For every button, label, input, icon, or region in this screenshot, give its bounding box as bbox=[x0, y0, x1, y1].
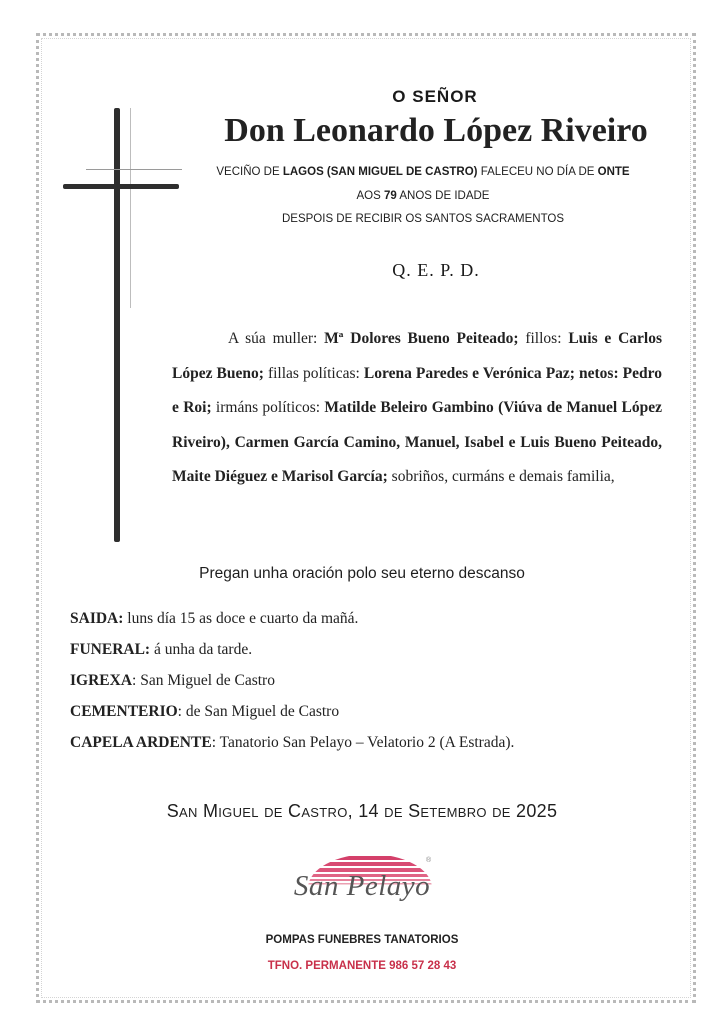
family-text: sobriños, curmáns e demais familia, bbox=[387, 468, 615, 485]
family-text: fillas políticas: bbox=[263, 364, 364, 382]
deceased-name: Don Leonardo López Riveiro bbox=[224, 112, 648, 149]
detail-row-funeral bbox=[70, 637, 670, 668]
death-day: ONTE bbox=[597, 166, 630, 178]
family-text: irmáns políticos: bbox=[211, 399, 325, 416]
phone-number: TFNO. PERMANENTE 986 57 28 43 bbox=[267, 960, 457, 972]
qepd: Q. E. P. D. bbox=[392, 260, 480, 280]
residence-line bbox=[0, 166, 724, 178]
title-prefix: O SEÑOR bbox=[392, 87, 478, 106]
sacraments-line: DESPOIS DE RECIBIR OS SANTOS SACRAMENTOS bbox=[281, 213, 565, 225]
family-name: Mª Dolores Bueno Peiteado; bbox=[324, 330, 519, 347]
death-text: FALECEU NO DÍA DE bbox=[477, 166, 598, 178]
family-name: Matilde Beleiro Gambino (Viúva de Manuel López Riveiro), Carmen García Camino, Manuel, Isabel e Luis Bueno Peiteado, Maite Diéguez e Marisol García; bbox=[172, 399, 662, 485]
detail-value: : de San Miguel de Castro bbox=[177, 703, 340, 720]
detail-value: : Tanatorio San Pelayo – Velatorio 2 (A Estrada). bbox=[211, 734, 515, 751]
age-text-b: ANOS DE IDADE bbox=[396, 190, 490, 202]
detail-label: FUNERAL: bbox=[70, 641, 151, 658]
age-line bbox=[0, 190, 724, 202]
residence-place: LAGOS (SAN MIGUEL DE CASTRO) bbox=[282, 166, 478, 178]
logo-wordmark: San Pelayo bbox=[293, 870, 431, 902]
family-name: Luis e Carlos López Bueno; bbox=[172, 330, 662, 382]
residence-text: VECIÑO DE bbox=[216, 166, 283, 178]
prayer-request: Pregan unha oración polo seu eterno descanso bbox=[199, 565, 525, 582]
detail-label: IGREXA bbox=[70, 672, 133, 689]
family-name: Lorena Paredes e Verónica Paz; netos: Pedro e Roi; bbox=[172, 364, 662, 416]
family-text: fillos: bbox=[518, 330, 569, 347]
family-paragraph bbox=[172, 322, 662, 495]
date-line: San Miguel de Castro, 14 de Setembro de 2025 bbox=[166, 801, 558, 821]
detail-row-cementerio bbox=[70, 699, 670, 730]
service-details bbox=[70, 606, 670, 761]
detail-value: : San Miguel de Castro bbox=[132, 672, 275, 689]
age-value: 79 bbox=[384, 190, 397, 202]
registered-mark: ® bbox=[426, 857, 432, 864]
cross-horizontal-bar bbox=[63, 184, 179, 189]
age-text-a: AOS bbox=[356, 190, 384, 202]
detail-row-igrexa bbox=[70, 668, 670, 699]
detail-row-saida bbox=[70, 606, 670, 637]
detail-label: SAIDA: bbox=[70, 610, 124, 627]
detail-value: luns día 15 as doce e cuarto da mañá. bbox=[123, 610, 359, 627]
detail-row-capela bbox=[70, 730, 670, 761]
detail-value: á unha da tarde. bbox=[150, 641, 253, 658]
detail-label: CEMENTERIO bbox=[70, 703, 178, 720]
company-tagline: POMPAS FUNEBRES TANATORIOS bbox=[265, 934, 459, 946]
family-text: A súa muller: bbox=[228, 330, 325, 347]
detail-label: CAPELA ARDENTE bbox=[70, 734, 212, 751]
